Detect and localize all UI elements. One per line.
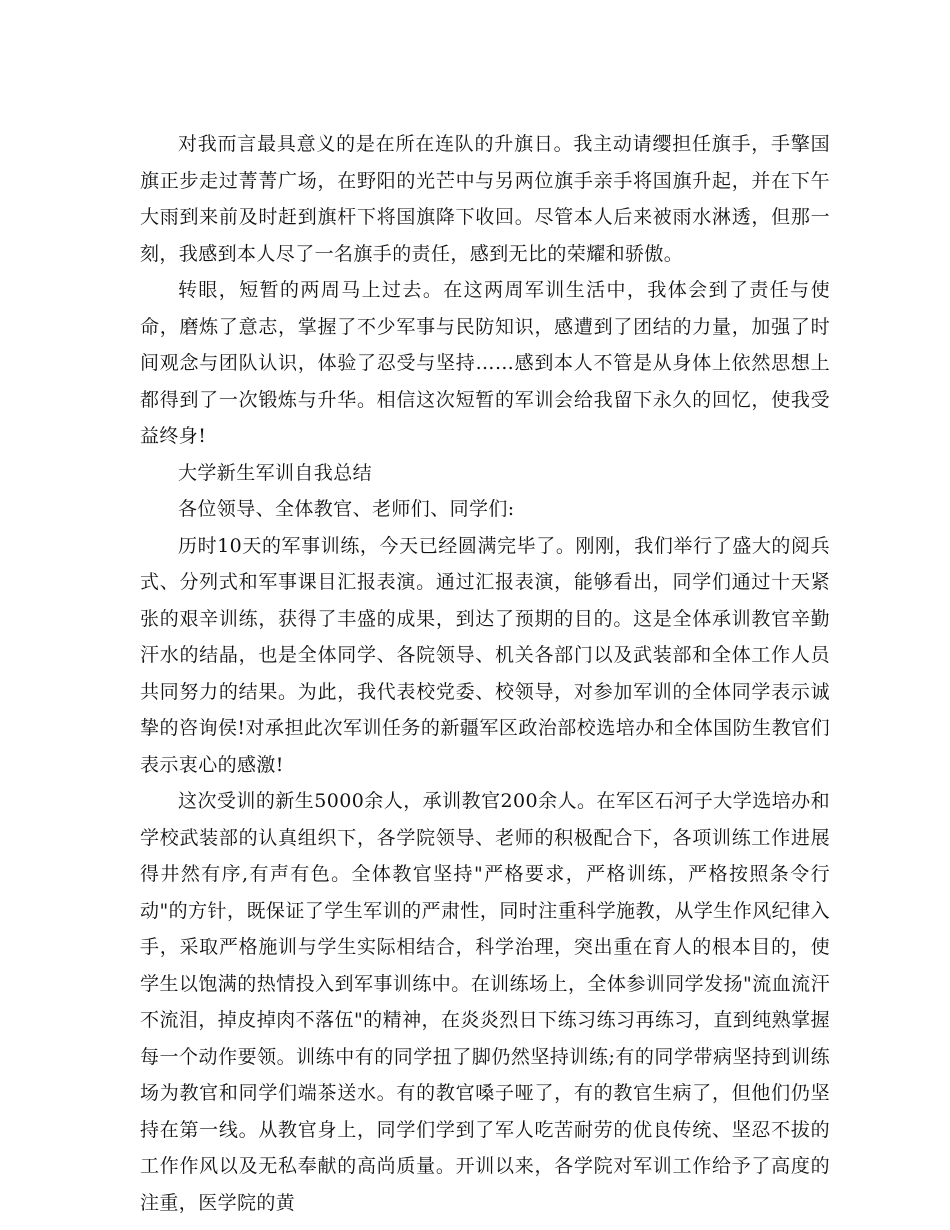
section-title: 大学新生军训自我总结 xyxy=(178,461,373,484)
document-body xyxy=(140,126,830,1221)
paragraph-training-results: 历时10天的军事训练，今天已经圆满完毕了。刚刚，我们举行了盛大的阅兵式、分列式和军事课目汇报表演。通过汇报表演，能够看出，同学们通过十天紧张的艰辛训练，获得了丰盛的成果，到达了预期的目的。这是全体承训教官辛勤汗水的结晶，也是全体同学、各院领导、机关各部门以及武装部和全体工作人员共同努力的结果。为此，我代表校党委、校领导，对参加军训的全体同学表示诚挚的咨询侯!对承担此次军训任务的新疆军区政治部校选培办和全体国防生教官们表示衷心的感激! xyxy=(140,534,830,776)
paragraph-training-details: 这次受训的新生5000余人，承训教官200余人。在军区石河子大学选培办和学校武装部的认真组织下，各学院领导、老师的积极配合下，各项训练工作进展得井然有序,有声有色。全体教官坚持"严格要求，严格训练，严格按照条令行动"的方针，既保证了学生军训的严肃性，同时注重科学施教，从学生作风纪律入手，采取严格施训与学生实际相结合，科学治理，突出重在育人的根本目的，使学生以饱满的热情投入到军事训练中。在训练场上，全体参训同学发扬"流血流汗不流泪，掉皮掉肉不落伍"的精神，在炎炎烈日下练习练习再练习，直到纯熟掌握每一个动作要领。训练中有的同学扭了脚仍然坚持训练;有的同学带病坚持到训练场为教官和同学们端茶送水。有的教官嗓子哑了，有的教官生病了，但他们仍坚持在第一线。从教官身上，同学们学到了军人吃苦耐劳的优良传统、坚忍不拔的工作作风以及无私奉献的高尚质量。开训以来，各学院对军训工作给予了高度的注重，医学院的黄 xyxy=(140,790,830,1214)
paragraph-flag-raising: 对我而言最具意义的是在所在连队的升旗日。我主动请缨担任旗手，手擎国旗正步走过菁菁广场，在野阳的光芒中与另两位旗手亲手将国旗升起，并在下午大雨到来前及时赶到旗杆下将国旗降下收回。尽管本人后来被雨水淋透，但那一刻，我感到本人尽了一名旗手的责任，感到无比的荣耀和骄傲。 xyxy=(140,133,830,265)
salutation: 各位领导、全体教官、老师们、同学们: xyxy=(178,498,515,520)
paragraph-two-weeks-summary: 转眼，短暂的两周马上过去。在这两周军训生活中，我体会到了责任与使命，磨炼了意志，掌握了不少军事与民防知识，感遭到了团结的力量，加强了时间观念与团队认识，体验了忍受与坚持……感到本人不管是从身体上依然思想上都得到了一次锻炼与升华。相信这次短暂的军训会给我留下永久的回忆，使我受益终身! xyxy=(140,279,830,447)
